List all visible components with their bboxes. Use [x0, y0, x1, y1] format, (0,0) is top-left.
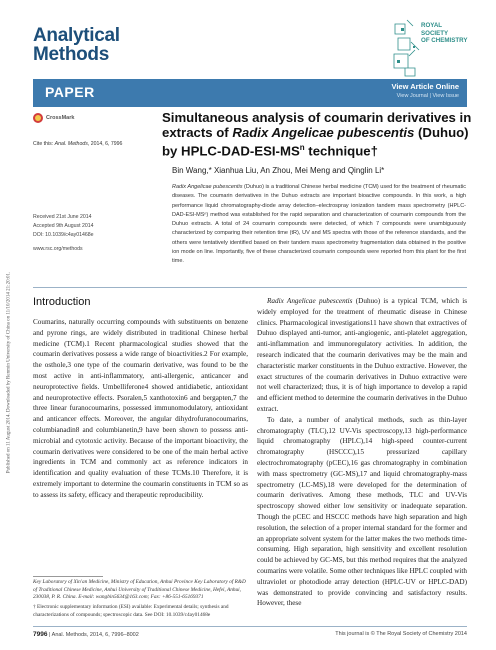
page-number: 7996 [33, 631, 48, 638]
crossmark-icon [33, 113, 43, 123]
footer-citation [33, 631, 139, 638]
received-date: Received 21st June 2014 [33, 214, 92, 220]
download-stamp-text: Published on 11 August 2014. Downloaded by Renmin University of China on 11/10/2014 21:20:01. [6, 271, 12, 474]
abstract [172, 183, 466, 267]
publisher-line1: ROYAL SOCIETY [421, 22, 449, 37]
doi-link[interactable]: DOI: 10.1039/c4ay01468e [33, 232, 94, 238]
footer-journal-ref: | Anal. Methods, 2014, 6, 7996–8002 [47, 632, 139, 638]
footer-copyright: This journal is © The Royal Society of Chemistry 2014 [335, 631, 467, 637]
journal-name-line1: Analytical [33, 25, 120, 46]
publisher-name [421, 22, 469, 45]
right-column-italic: Radix Angelicae pubescentis [267, 297, 353, 305]
left-column-body: Coumarins, naturally occurring compounds with substituents on benzene and pyrone rings, are widely distributed in traditional Chinese herbal medicine (TCM).1 Recent pharmacological studies showed that the coumarin derivatives possess a wide range of bioactivities.2 For example, the osthole,3 one type of the coumarin derivative, was found to be the most active in anti-inflammatory, anti-allergenic, anticancer and neuroprotective fields. Umbelliferone4 showed antidiabetic, antioxidant and neuroprotective effects. Psoralen,5 xanthotoxin6 and bergapten,7 the three linear furanocoumarins, possessed immunomodulatory, antioxidant and anticancer effects. Moreover, the angular dihydrofuranocoumarins, columbianadin8 and columbianetin,9 have been shown to possess anti-microbial and cytotoxic activity. Because of the important bioactivity, the coumarin derivatives were considered to be one of the main herbal active ingredients in TCM and commonly act as reference indicators in identification and quality evaluation of these TCMs.10 Therefore, it is extremely important to determine the coumarin constituents in TCM so as to assess its safety, efficacy and therapeutic reproducibility. [33, 318, 248, 499]
title-part1: Simultaneous analysis of coumarin derivatives in extracts of [162, 110, 472, 140]
esi-footnote: † Electronic supplementary information (ESI) available: Experimental details; synthesis and characterizations of compounds; spectroscopic data. See DOI: 10.1039/c4ay01468e [33, 604, 229, 618]
title-part2: (Duhuo) by HPLC-DAD-ESI-MS [162, 125, 469, 159]
view-journal-issue-links[interactable]: View Journal | View Issue [396, 93, 459, 99]
title-sup: n [299, 143, 305, 152]
article-title [162, 110, 472, 158]
header-divider [33, 287, 467, 288]
abstract-text: (Duhuo) is a traditional Chinese herbal medicine (TCM) used for the treatment of rheumatic diseases. The coumarin derivatives in the Duhuo extracts are important bioactive compounds. In this work, a high performance liquid chromatography-diode array detection–electrospray ionization tandem mass spectrometry (HPLC-DAD-ESI-MSⁿ) method was established for the rapid separation and characterization of coumarin compounds from the Duhuo extracts. A total of 24 coumarin compounds were detected, of which 7 compounds were unambiguously characterized by comparing their retention time (tR), UV and MS spectra with those of the reference standards, and the others were tentatively identified based on their tandem mass spectrometry fragmentation data obtained in the positive ion mode on line. Importantly, five of these characterized coumarin compounds were reported from this plant for the first time. [172, 184, 466, 265]
view-article-online-link[interactable]: View Article Online [391, 82, 459, 91]
journal-name-line2: Methods [33, 44, 110, 65]
title-italic: Radix Angelicae pubescentis [232, 125, 415, 140]
footnote-divider [33, 576, 103, 577]
author-list: Bin Wang,* Xianhua Liu, An Zhou, Mei Meng and Qinglin Li* [172, 166, 385, 175]
cite-prefix: Cite this: [33, 141, 54, 147]
right-column-paragraph-2: To date, a number of analytical methods, such as thin-layer chromatography (TLC),12 UV-Vis spectroscopy,13 high-performance liquid chromatography (HPLC),14 high-speed counter-current chromatography (HSCCC),15 pressurized capillary electrochromatography (pCEC),16 gas chromatography in combination with mass spectrometry (GC-MS),17 and liquid chromatography-mass spectrometry (LC-MS),18 were developed for the determination of coumarin derivatives. Among these methods, TLC and UV-Vis spectroscopy showed either low sensitivity or inadequate separation. Though the pCEC and HSCCC methods have high separation and high resolution, the selection of a proper internal standard for the former and an appropriate solvent system for the latter makes the two methods time-consuming. High separation, high sensitivity and excellent resolution could be achieved by GC-MS, but this method requires that the analyzed coumarins were volatile. Some other techniques like HPLC coupled with ultraviolet or photodiode array detection (HPLC-UV or HPLC-DAD) was demonstrated to provide convincing and satisfactory results. However, these [257, 415, 467, 608]
title-part3: technique† [304, 143, 378, 159]
crossmark-link[interactable] [33, 113, 74, 123]
article-history [33, 213, 94, 230]
cite-ref: , 2014, 6, 7996 [87, 141, 123, 147]
introduction-heading: Introduction [33, 296, 91, 308]
footer-divider [33, 626, 467, 627]
download-stamp [4, 110, 12, 640]
cite-journal: Anal. Methods [54, 141, 88, 147]
crossmark-label: CrossMark [46, 115, 75, 121]
abstract-italic: Radix Angelicae pubescentis [172, 184, 243, 190]
right-column-paragraph-1 [257, 296, 467, 415]
publisher-line2: OF CHEMISTRY [421, 37, 468, 44]
affiliation-footnote: Key Laboratory of Xin'an Medicine, Ministry of Education, Anhui Province Key Laboratory of R&D of Traditional Chinese Medicine, Anhui University of Traditional Chinese Medicine, Hefei, Anhui, 230038, P. R. China. E-mail: wangbin5634@163.com; Fax: +86-551-65169371 [33, 579, 246, 601]
citation-line [33, 141, 122, 147]
right-column-text-1: (Duhuo) is a typical TCM, which is widely employed for the treatment of rheumatic disease in Chinese clinics. Pharmacological investigations11 have shown that extractives of Duhuo displayed anti-tumor, anti-angiogenic, anti-platelet aggregation, anti-inflammation and immunoregulatory activities. In addition, the research indicated that the coumarin derivatives may be the main and characteristic marker constituents in the Duhuo extractive. However, the exact structures of the coumarin derivatives in Duhuo extractive were not well characterized; thus, it is of high importance to develop a rapid and efficient method to determine the coumarin derivatives in the Duhuo extract. [257, 297, 467, 413]
accepted-date: Accepted 9th August 2014 [33, 222, 94, 229]
journal-website-link[interactable]: www.rsc.org/methods [33, 246, 83, 252]
article-type-label: PAPER [45, 84, 95, 100]
journal-title [33, 26, 120, 64]
article-type-banner [33, 79, 467, 107]
right-column-body [257, 296, 467, 609]
